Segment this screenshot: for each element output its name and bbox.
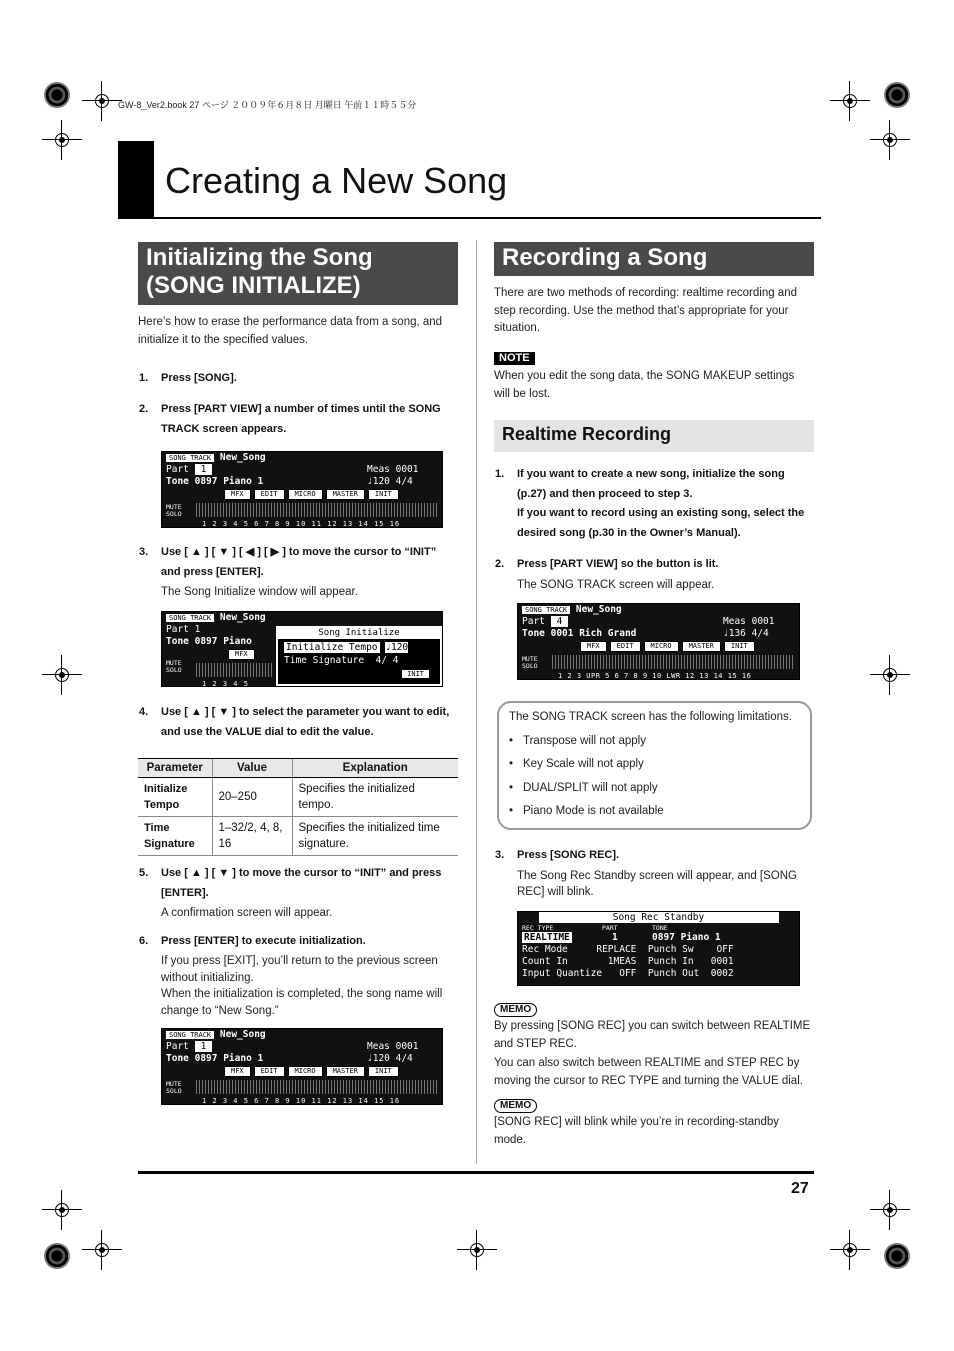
table-row — [138, 778, 458, 817]
crosshair-mark — [830, 81, 870, 121]
step-text: Press [SONG REC]. — [517, 849, 620, 861]
memo-text: You can also switch between REALTIME and STEP REC by moving the cursor to REC TYPE and turning the VALUE dial. — [494, 1057, 803, 1087]
step-2: 2. Press [PART VIEW] a number of times until the SONG TRACK screen appears. — [139, 403, 441, 435]
table-cell: 1–32/2, 4, 8, 16 — [212, 817, 292, 856]
popup-param-time-sig: Time Signature — [284, 655, 365, 666]
section-heading-song-initialize — [138, 242, 458, 305]
crosshair-mark — [870, 120, 910, 160]
intro-text: Here’s how to erase the performance data from a song, and initialize it to the specified values. — [138, 316, 443, 346]
lcd-song-name: New_Song — [219, 612, 266, 623]
step-r2-note: The SONG TRACK screen will appear. — [517, 579, 715, 591]
table-cell: Specifies the initialized time signature. — [292, 817, 458, 856]
lcd-solo: SOLO — [166, 510, 182, 518]
step-text: Press [ENTER] to execute initialization. — [161, 935, 366, 947]
corner-registration-dot — [884, 1243, 910, 1269]
table-header: Explanation — [292, 759, 458, 778]
lcd-tab-init: INIT — [368, 1066, 399, 1077]
lcd-song-track-screen — [161, 451, 443, 528]
lcd-song-rec-standby — [517, 911, 800, 986]
subheading-realtime-recording: Realtime Recording — [494, 420, 814, 452]
crosshair-mark — [42, 120, 82, 160]
list-item: • Transpose will not apply — [509, 733, 800, 751]
lcd-title: Song Rec Standby — [539, 912, 779, 923]
step-6: 6. Press [ENTER] to execute initialization. — [139, 935, 366, 947]
lcd-tab-micro: MICRO — [288, 1066, 323, 1077]
popup-param-tempo: Initialize Tempo — [286, 642, 378, 653]
lcd-part-label: PART — [602, 924, 618, 932]
step-r1: 1. If you want to create a new song, initialize the song (p.27) and then proceed to step 3. — [495, 468, 785, 500]
lcd-mute: MUTE — [166, 659, 182, 667]
lcd-song-track-screen-new-song — [161, 1028, 443, 1105]
lcd-tone: Tone 0897 Piano 1 — [166, 1053, 264, 1064]
lcd-tab-micro: MICRO — [644, 641, 679, 652]
crosshair-mark — [870, 655, 910, 695]
table-cell: Time Signature — [138, 817, 212, 856]
step-r3-note: The Song Rec Standby screen will appear, and [SONG REC] will blink. — [517, 870, 797, 898]
step-r1-alt — [517, 504, 813, 543]
title-bar-block — [118, 141, 154, 219]
lcd-title: SONG TRACK — [166, 1031, 214, 1039]
lcd-tab-mfx: MFX — [228, 649, 255, 660]
memo-block-2 — [494, 1095, 812, 1149]
list-item: • Key Scale will not apply — [509, 756, 800, 774]
memo-text: [SONG REC] will blink while you’re in recording-standby mode. — [494, 1116, 780, 1146]
step-r3: 3. Press [SONG REC]. — [495, 849, 620, 861]
corner-registration-dot — [44, 82, 70, 108]
lcd-tone: Tone 0897 Piano 1 — [166, 476, 264, 487]
lcd-part-value: 4 — [551, 616, 569, 627]
step-text: If you want to record using an existing song, select the desired song (p.30 in the Owner’s Manual). — [517, 507, 805, 539]
recording-intro: There are two methods of recording: realtime recording and step recording. Use the method that’s appropriate for your situation. — [494, 287, 797, 334]
table-cell: 20–250 — [212, 778, 292, 817]
step-text: Press [PART VIEW] so the button is lit. — [517, 558, 719, 570]
lcd-part-value: 1 — [612, 932, 618, 943]
step-text: Use [ ▲ ] [ ▼ ] to select the parameter you want to edit, and use the VALUE dial to edit the value. — [161, 706, 450, 738]
lcd-song-track-part4 — [517, 603, 800, 680]
lcd-tab-edit: EDIT — [254, 1066, 285, 1077]
lcd-tempo: ♩120 4/4 — [367, 476, 413, 487]
crosshair-mark — [42, 1190, 82, 1230]
print-header: GW-8_Ver2.book 27 ページ ２００９年６月８日 月曜日 午前１１時５５分 — [118, 100, 417, 110]
lcd-tone: Tone 0897 Piano — [166, 636, 252, 647]
step-4: 4. Use [ ▲ ] [ ▼ ] to select the parameter you want to edit, and use the VALUE dial to edit the value. — [139, 706, 450, 738]
limitations-box — [497, 701, 812, 830]
lcd-meas: Meas 0001 — [723, 616, 775, 627]
lcd-song-name: New_Song — [575, 604, 622, 615]
lcd-settings-row: Count In 1MEAS Punch In 0001 — [522, 956, 734, 967]
lcd-track-numbers: 1 2 3 UPR 5 6 7 8 9 10 LWR 12 13 14 15 16 — [558, 672, 752, 680]
lcd-tempo: ♩136 4/4 — [723, 628, 769, 639]
lcd-tab-init: INIT — [724, 641, 755, 652]
lcd-tab-edit: EDIT — [610, 641, 641, 652]
crosshair-mark — [830, 1230, 870, 1270]
step-r2: 2. Press [PART VIEW] so the button is lit. — [495, 558, 719, 570]
parameter-table — [138, 758, 458, 856]
table-row — [138, 817, 458, 856]
lcd-rec-type-value: REALTIME — [524, 932, 570, 943]
memo-label: MEMO — [494, 1003, 537, 1017]
list-item: • DUAL/SPLIT will not apply — [509, 780, 800, 798]
table-cell: Initialize Tempo — [138, 778, 212, 817]
lcd-title: SONG TRACK — [166, 454, 214, 462]
footer-rule — [138, 1171, 814, 1174]
lcd-track-grid — [196, 503, 438, 517]
crosshair-mark — [870, 1190, 910, 1230]
lcd-tone: Tone 0001 Rich Grand — [522, 628, 637, 639]
lcd-settings-row: Rec Mode REPLACE Punch Sw OFF — [522, 944, 734, 955]
lcd-mute: MUTE — [166, 1080, 182, 1088]
step-5-note: A confirmation screen will appear. — [161, 907, 333, 919]
note-text: When you edit the song data, the SONG MAKEUP settings will be lost. — [494, 370, 795, 400]
lcd-meas: Meas 0001 — [367, 1041, 419, 1052]
lcd-title: SONG TRACK — [166, 614, 214, 622]
page-title: Creating a New Song — [165, 160, 508, 201]
table-header: Value — [212, 759, 292, 778]
lcd-solo: SOLO — [166, 666, 182, 674]
lcd-track-grid — [196, 663, 272, 677]
column-divider — [476, 240, 477, 1164]
lcd-track-numbers: 1 2 3 4 5 6 7 8 9 10 11 12 13 14 15 16 — [202, 1097, 401, 1105]
lcd-part-label: Part — [166, 464, 189, 475]
popup-tempo-value: ♩120 — [385, 642, 409, 653]
note-label: NOTE — [494, 352, 535, 365]
step-text: Use [ ▲ ] [ ▼ ] [ ◀ ] [ ▶ ] to move the cursor to “INIT” and press [ENTER]. — [161, 546, 437, 578]
step-text: If you want to create a new song, initialize the song (p.27) and then proceed to step 3. — [517, 468, 785, 500]
lcd-mute: MUTE — [522, 655, 538, 663]
title-rule — [118, 217, 821, 219]
lcd-track-numbers: 1 2 3 4 5 6 7 8 9 10 11 12 13 14 15 16 — [202, 520, 401, 528]
corner-registration-dot — [884, 82, 910, 108]
limitations-intro: The SONG TRACK screen has the following limitations. — [509, 711, 792, 723]
step-text: Press [SONG]. — [161, 372, 237, 384]
lcd-part-value: 1 — [195, 464, 213, 475]
lcd-solo: SOLO — [522, 662, 538, 670]
crosshair-mark — [82, 81, 122, 121]
lcd-tone-value: 0897 Piano 1 — [652, 932, 721, 943]
lcd-song-name: New_Song — [219, 452, 266, 463]
lcd-tab-master: MASTER — [326, 489, 365, 500]
lcd-track-numbers: 1 2 3 4 5 — [202, 680, 249, 687]
lcd-rec-type-label: REC TYPE — [522, 924, 554, 932]
table-cell: Specifies the initialized tempo. — [292, 778, 458, 817]
memo-label: MEMO — [494, 1099, 537, 1113]
lcd-part-label: Part — [166, 1041, 189, 1052]
lcd-part-value: 1 — [195, 1041, 213, 1052]
lcd-tab-master: MASTER — [682, 641, 721, 652]
lcd-tone-label: TONE — [652, 924, 668, 932]
note-block — [494, 348, 812, 403]
step-6-note-2: When the initialization is completed, the song name will change to “New Song.” — [161, 988, 443, 1017]
lcd-tab-mfx: MFX — [224, 489, 251, 500]
song-initialize-popup — [276, 626, 442, 686]
memo-block-1 — [494, 999, 812, 1090]
table-header: Parameter — [138, 759, 212, 778]
lcd-song-name: New_Song — [219, 1029, 266, 1040]
lcd-part-label: Part — [522, 616, 545, 627]
lcd-tab-master: MASTER — [326, 1066, 365, 1077]
heading-line-2: (SONG INITIALIZE) — [146, 272, 361, 299]
step-6-note-1: If you press [EXIT], you’ll return to the previous screen without initializing. — [161, 955, 438, 984]
lcd-song-initialize-window — [161, 611, 443, 687]
lcd-tab-mfx: MFX — [580, 641, 607, 652]
crosshair-mark — [457, 1230, 497, 1270]
lcd-mute: MUTE — [166, 503, 182, 511]
heading-line-1: Initializing the Song — [146, 244, 373, 271]
step-1: 1. Press [SONG]. — [139, 372, 237, 384]
lcd-title: SONG TRACK — [522, 606, 570, 614]
memo-text: By pressing [SONG REC] you can switch between REALTIME and STEP REC. — [494, 1020, 811, 1050]
lcd-track-grid — [196, 1080, 438, 1094]
list-item: • Piano Mode is not available — [509, 803, 800, 821]
step-5: 5. Use [ ▲ ] [ ▼ ] to move the cursor to “INIT” and press [ENTER]. — [139, 867, 442, 899]
lcd-tempo: ♩120 4/4 — [367, 1053, 413, 1064]
lcd-solo: SOLO — [166, 1087, 182, 1095]
crosshair-mark — [42, 655, 82, 695]
lcd-tab-micro: MICRO — [288, 489, 323, 500]
step-3: 3. Use [ ▲ ] [ ▼ ] [ ◀ ] [ ▶ ] to move the cursor to “INIT” and press [ENTER]. — [139, 546, 437, 578]
popup-time-sig-value: 4/ 4 — [375, 655, 399, 666]
lcd-part: Part 1 — [166, 624, 201, 635]
step-3-note: The Song Initialize window will appear. — [161, 586, 358, 598]
lcd-track-grid — [552, 655, 795, 669]
step-text: Press [PART VIEW] a number of times until the SONG TRACK screen appears. — [161, 403, 441, 435]
popup-title: Song Initialize — [278, 628, 440, 639]
page-number: 27 — [791, 1180, 809, 1197]
corner-registration-dot — [44, 1243, 70, 1269]
lcd-tab-mfx: MFX — [224, 1066, 251, 1077]
lcd-meas: Meas 0001 — [367, 464, 419, 475]
lcd-tab-edit: EDIT — [254, 489, 285, 500]
popup-init-button: INIT — [401, 669, 430, 679]
crosshair-mark — [82, 1230, 122, 1270]
lcd-settings-row: Input Quantize OFF Punch Out 0002 — [522, 968, 734, 979]
section-heading-recording: Recording a Song — [494, 242, 814, 276]
step-text: Use [ ▲ ] [ ▼ ] to move the cursor to “INIT” and press [ENTER]. — [161, 867, 442, 899]
lcd-tab-init: INIT — [368, 489, 399, 500]
